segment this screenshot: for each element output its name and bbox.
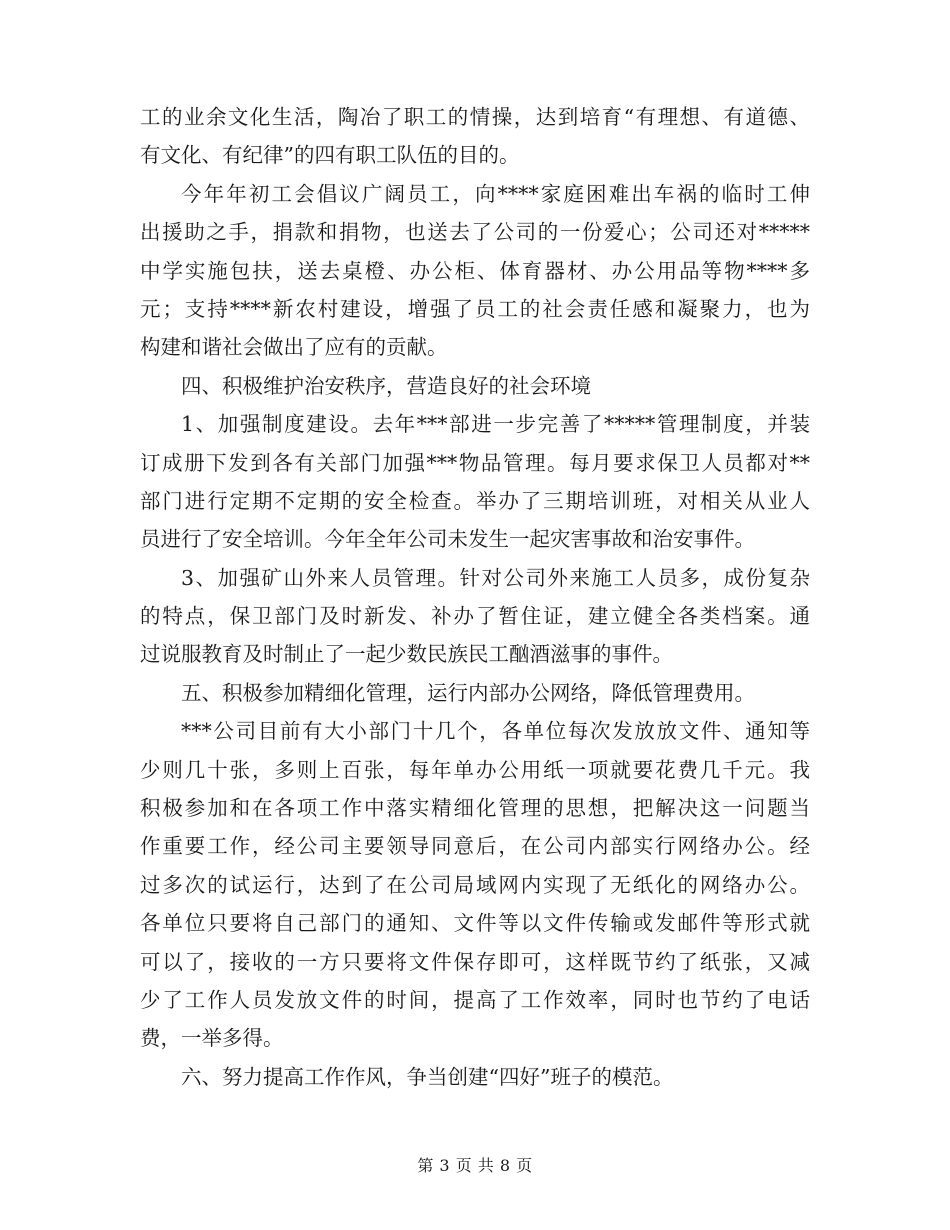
text-line: 五、积极参加精细化管理，运行内部办公网络，降低管理费用。 bbox=[181, 680, 755, 705]
text-line: ***公司目前有大小部门十几个，各单位每次发放放文件、通知等 bbox=[181, 719, 810, 744]
text-line: 各单位只要将自己部门的通知、文件等以文件传输或发邮件等形式就 bbox=[140, 911, 810, 936]
text-line: 中学实施包扶，送去桌橙、办公柜、体育器材、办公用品等物****多 bbox=[140, 258, 810, 283]
text-line: 元；支持****新农村建设，增强了员工的社会责任感和凝聚力，也为 bbox=[140, 296, 810, 321]
text-line: 出援助之手，捐款和捐物，也送去了公司的一份爱心；公司还对***** bbox=[140, 220, 810, 245]
text-line: 作重要工作，经公司主要领导同意后，在公司内部实行网络办公。经 bbox=[140, 834, 810, 859]
text-line: 部门进行定期不定期的安全检查。举办了三期培训班，对相关从业人 bbox=[140, 488, 810, 513]
text-line: 少则几十张，多则上百张，每年单办公用纸一项就要花费几千元。我 bbox=[140, 757, 810, 782]
text-line: 有文化、有纪律”的四有职工队伍的目的。 bbox=[140, 143, 520, 168]
text-line: 3、加强矿山外来人员管理。针对公司外来施工人员多，成份复杂 bbox=[181, 565, 810, 590]
text-line: 工的业余文化生活，陶冶了职工的情操，达到培育“有理想、有道德、 bbox=[140, 105, 810, 129]
text-line: 费，一举多得。 bbox=[140, 1026, 284, 1051]
text-line: 少了工作人员发放文件的时间，提高了工作效率，同时也节约了电话 bbox=[140, 987, 810, 1012]
text-line: 过多次的试运行，达到了在公司局域网内实现了无纸化的网络办公。 bbox=[140, 872, 810, 897]
text-line: 六、努力提高工作作风，争当创建“四好”班子的模范。 bbox=[181, 1064, 674, 1089]
text-line: 四、积极维护治安秩序，营造良好的社会环境 bbox=[181, 373, 591, 398]
text-line: 订成册下发到各有关部门加强***物品管理。每月要求保卫人员都对** bbox=[140, 450, 810, 475]
text-line: 今年年初工会倡议广阔员工，向****家庭困难出车祸的临时工伸 bbox=[181, 181, 810, 206]
text-line: 过说服教育及时制止了一起少数民族民工酗酒滋事的事件。 bbox=[140, 642, 673, 667]
text-line: 积极参加和在各项工作中落实精细化管理的思想，把解决这一问题当 bbox=[140, 796, 810, 821]
text-line: 的特点，保卫部门及时新发、补办了暂住证，建立健全各类档案。通 bbox=[140, 604, 810, 629]
page-footer: 第 3 页 共 8 页 bbox=[417, 1156, 533, 1175]
text-line: 员进行了安全培训。今年全年公司未发生一起灾害事故和治安事件。 bbox=[140, 527, 755, 552]
text-line: 可以了，接收的一方只要将文件保存即可，这样既节约了纸张，又减 bbox=[140, 949, 810, 974]
text-line: 1、加强制度建设。去年***部进一步完善了*****管理制度，并装 bbox=[181, 412, 810, 437]
text-line: 构建和谐社会做出了应有的贡献。 bbox=[140, 335, 448, 360]
document-body bbox=[140, 98, 810, 1096]
